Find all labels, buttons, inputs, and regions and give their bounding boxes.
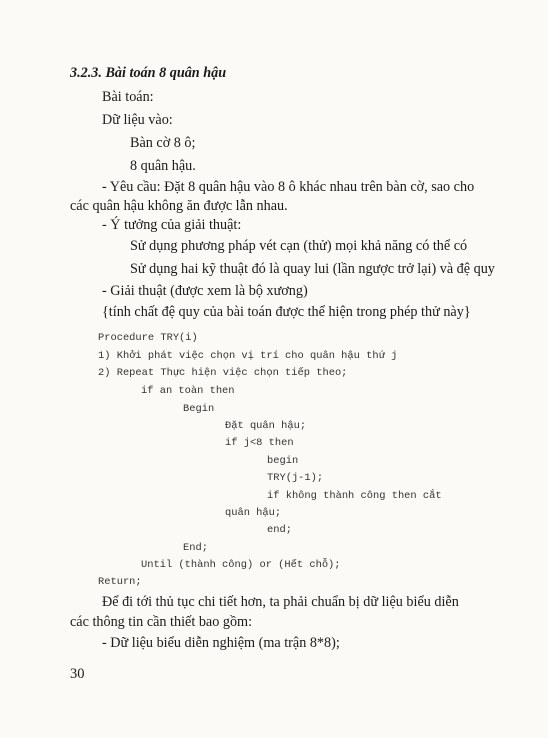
code-line: quân hậu; (225, 507, 282, 519)
requirement-line-1: - Yêu cầu: Đặt 8 quân hậu vào 8 ô khác nhau trên bàn cờ, sao cho (102, 179, 475, 195)
requirement-line-2: các quân hậu không ăn được lẫn nhau. (70, 198, 288, 214)
code-line: begin (267, 455, 299, 467)
input-item-board: Bàn cờ 8 ô; (130, 135, 196, 151)
page-number: 30 (70, 666, 85, 682)
code-line: Return; (98, 576, 142, 588)
code-line: End; (183, 542, 208, 554)
code-line: Procedure TRY(i) (98, 332, 198, 344)
idea-line-2: Sử dụng hai kỹ thuật đó là quay lui (lần ngược trở lại) và đệ quy (130, 261, 495, 277)
code-line: 1) Khởi phát việc chọn vị trí cho quân hậu thứ j (98, 350, 398, 362)
idea-label: - Ý tưởng của giải thuật: (102, 217, 242, 233)
section-heading: 3.2.3. Bài toán 8 quân hậu (70, 65, 227, 81)
code-line: if không thành công then cắt (267, 490, 442, 502)
code-line: Begin (183, 403, 215, 415)
after-line-2: các thông tin cần thiết bao gồm: (70, 614, 253, 630)
input-label: Dữ liệu vào: (102, 112, 173, 128)
after-line-3: - Dữ liệu biểu diễn nghiệm (ma trận 8*8); (102, 635, 340, 651)
code-line: if j<8 then (225, 437, 294, 449)
input-item-queens: 8 quân hậu. (130, 158, 196, 174)
code-line: Đặt quân hậu; (225, 420, 307, 432)
code-line: TRY(j-1); (267, 472, 324, 484)
idea-line-1: Sử dụng phương pháp vét cạn (thử) mọi khả năng có thể có (130, 238, 468, 254)
algorithm-label: - Giải thuật (được xem là bộ xương) (102, 283, 308, 299)
code-line: Until (thành công) or (Hết chỗ); (141, 559, 341, 571)
code-line: end; (267, 524, 292, 536)
code-line: 2) Repeat Thực hiện việc chọn tiếp theo; (98, 367, 348, 379)
recursion-note: {tính chất đệ quy của bài toán được thể hiện trong phép thử này} (102, 304, 471, 320)
code-line: if an toàn then (141, 385, 235, 397)
after-line-1: Để đi tới thủ tục chi tiết hơn, ta phải chuẩn bị dữ liệu biểu diễn (102, 594, 459, 610)
problem-label: Bài toán: (102, 89, 154, 105)
